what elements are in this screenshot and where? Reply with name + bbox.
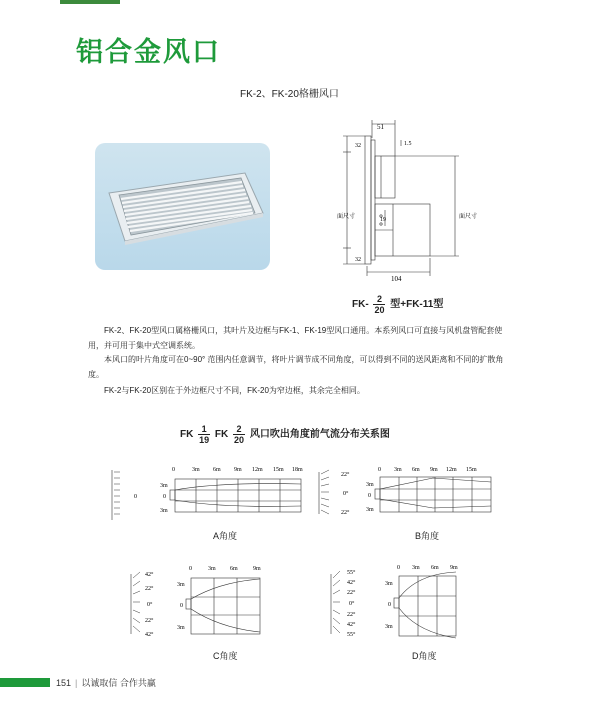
- diagram-a-ytick-0: 3m: [160, 483, 168, 489]
- section-frac1-num: 1: [198, 424, 210, 435]
- diagram-b-angle-1: 0°: [343, 491, 349, 497]
- section-prefix-1: FK: [180, 429, 194, 441]
- diagram-b-labels: [313, 462, 513, 527]
- diagram-d-xtick-3: 9m: [450, 565, 458, 571]
- diagram-a-xtick-2: 6m: [213, 467, 221, 473]
- diagram-d-angle-1: 42°: [347, 580, 356, 586]
- diagram-c-angle-1: 22°: [145, 586, 154, 592]
- diagram-c-labels: [125, 560, 275, 645]
- diagram-d-angle-3: 0°: [349, 601, 355, 607]
- diagram-d-ytick-2: 3m: [385, 624, 393, 630]
- diagram-b-angle-0: 22°: [341, 472, 350, 478]
- product-subtitle: FK-2、FK-20格栅风口: [240, 89, 339, 100]
- dim-left-bottom: 32: [355, 257, 361, 263]
- diagram-c-ytick-0: 3m: [177, 582, 185, 588]
- diagram-b-ytick-1: 0: [368, 493, 371, 499]
- diagram-d-xtick-1: 3m: [412, 565, 420, 571]
- diagram-a-xtick-3: 9m: [234, 467, 242, 473]
- model-frac-den: 20: [374, 305, 385, 315]
- description-paragraph-2: 本风口的叶片角度可在0~90° 范围内任意调节，将叶片调节成不同角度，可以得到不同的送风距离和不同的扩散角度。: [88, 355, 504, 379]
- dim-bottom: 104: [391, 275, 402, 283]
- diagram-d-angle-0: 55°: [347, 570, 356, 576]
- section-frac2-den: 20: [234, 435, 245, 445]
- diagram-d-angle-6: 55°: [347, 632, 356, 638]
- page-number: 151: [56, 678, 72, 688]
- diagram-a-ytick-1: 0: [163, 494, 166, 500]
- diagram-d-xtick-2: 6m: [431, 565, 439, 571]
- model-prefix: FK-: [352, 299, 369, 311]
- diagram-a-labels: [110, 462, 310, 527]
- dim-small: 1.5: [404, 141, 412, 147]
- diagram-c-xtick-3: 9m: [253, 566, 261, 572]
- diagram-b-ytick-0: 3m: [366, 482, 374, 488]
- diagram-b-xtick-3: 9m: [430, 467, 438, 473]
- footer: [56, 676, 156, 689]
- dim-face-left: 面尺寸: [337, 214, 356, 220]
- model-fraction: [373, 294, 385, 315]
- diagram-a-caption: A角度: [213, 531, 238, 541]
- diagram-a-angle: 0: [134, 494, 137, 500]
- dim-face-right: 面尺寸: [459, 214, 478, 220]
- diagram-c-xtick-0: 0: [189, 566, 192, 572]
- diagram-c-ytick-1: 0: [180, 603, 183, 609]
- product-photo: [95, 143, 270, 270]
- diagram-a-xtick-5: 15m: [273, 467, 284, 473]
- dim-mid: 19: [380, 217, 386, 223]
- model-formula: [352, 294, 443, 315]
- diagram-a-xtick-0: 0: [172, 467, 175, 473]
- section-fraction-2: [233, 424, 245, 445]
- diagram-c-angle-2: 0°: [147, 602, 153, 608]
- diagram-b-xtick-5: 15m: [466, 467, 477, 473]
- footer-slogan: 以诚取信 合作共赢: [81, 678, 156, 688]
- grille-illustration: [95, 143, 270, 270]
- diagram-d-ytick-1: 0: [388, 602, 391, 608]
- section-prefix-2: FK: [214, 429, 229, 441]
- diagram-d-angle-4: 22°: [347, 612, 356, 618]
- diagram-b-xtick-4: 12m: [446, 467, 457, 473]
- model-suffix: 型+FK-11型: [390, 299, 444, 311]
- diagram-b-caption: B角度: [415, 531, 440, 541]
- diagram-c-angle-0: 42°: [145, 572, 154, 578]
- top-accent-bar: [60, 0, 120, 4]
- diagram-b-angle-2: 22°: [341, 510, 350, 516]
- dim-left-top: 32: [355, 143, 361, 149]
- diagram-d-xtick-0: 0: [397, 565, 400, 571]
- diagram-a-xtick-6: 18m: [292, 467, 303, 473]
- model-frac-num: 2: [373, 294, 385, 305]
- section-frac2-num: 2: [233, 424, 245, 435]
- description-paragraph-1: FK-2、FK-20型风口属格栅风口，其叶片及边框与FK-1、FK-19型风口通用。本系列风口可直接与风机盘管配套使用，并可用于集中式空调系统。: [88, 326, 503, 350]
- description-paragraph-3: FK-2与FK-20区别在于外边框尺寸不同，FK-20为窄边框，其余完全相同。: [104, 386, 365, 395]
- diagram-d-angle-5: 42°: [347, 622, 356, 628]
- section-suffix: 风口吹出角度前气流分布关系图: [249, 429, 390, 441]
- diagram-b-xtick-2: 6m: [412, 467, 420, 473]
- diagram-d-caption: D角度: [412, 651, 437, 661]
- diagram-d-angle-2: 22°: [347, 590, 356, 596]
- diagram-c-xtick-2: 6m: [230, 566, 238, 572]
- section-fraction-1: [198, 424, 210, 445]
- diagram-a-xtick-1: 3m: [192, 467, 200, 473]
- diagram-b-xtick-0: 0: [378, 467, 381, 473]
- diagram-d-ytick-0: 3m: [385, 581, 393, 587]
- diagram-c-caption: C角度: [213, 651, 238, 661]
- dim-top: 51: [377, 123, 384, 131]
- footer-separator: |: [75, 678, 78, 688]
- diagram-b-xtick-1: 3m: [394, 467, 402, 473]
- footer-accent-bar: [0, 678, 50, 687]
- diagram-c-xtick-1: 3m: [208, 566, 216, 572]
- diagram-c-ytick-2: 3m: [177, 625, 185, 631]
- section-frac1-den: 19: [199, 435, 210, 445]
- diagram-c-angle-4: 42°: [145, 632, 154, 638]
- page-title: 铝合金风口: [76, 37, 221, 67]
- airflow-section-title: [180, 424, 390, 445]
- diagram-c-angle-3: 22°: [145, 618, 154, 624]
- diagram-d-labels: [325, 560, 475, 645]
- diagram-a-xtick-4: 12m: [252, 467, 263, 473]
- dimension-drawing: [325, 118, 478, 286]
- diagram-b-ytick-2: 3m: [366, 507, 374, 513]
- diagram-a-ytick-2: 3m: [160, 508, 168, 514]
